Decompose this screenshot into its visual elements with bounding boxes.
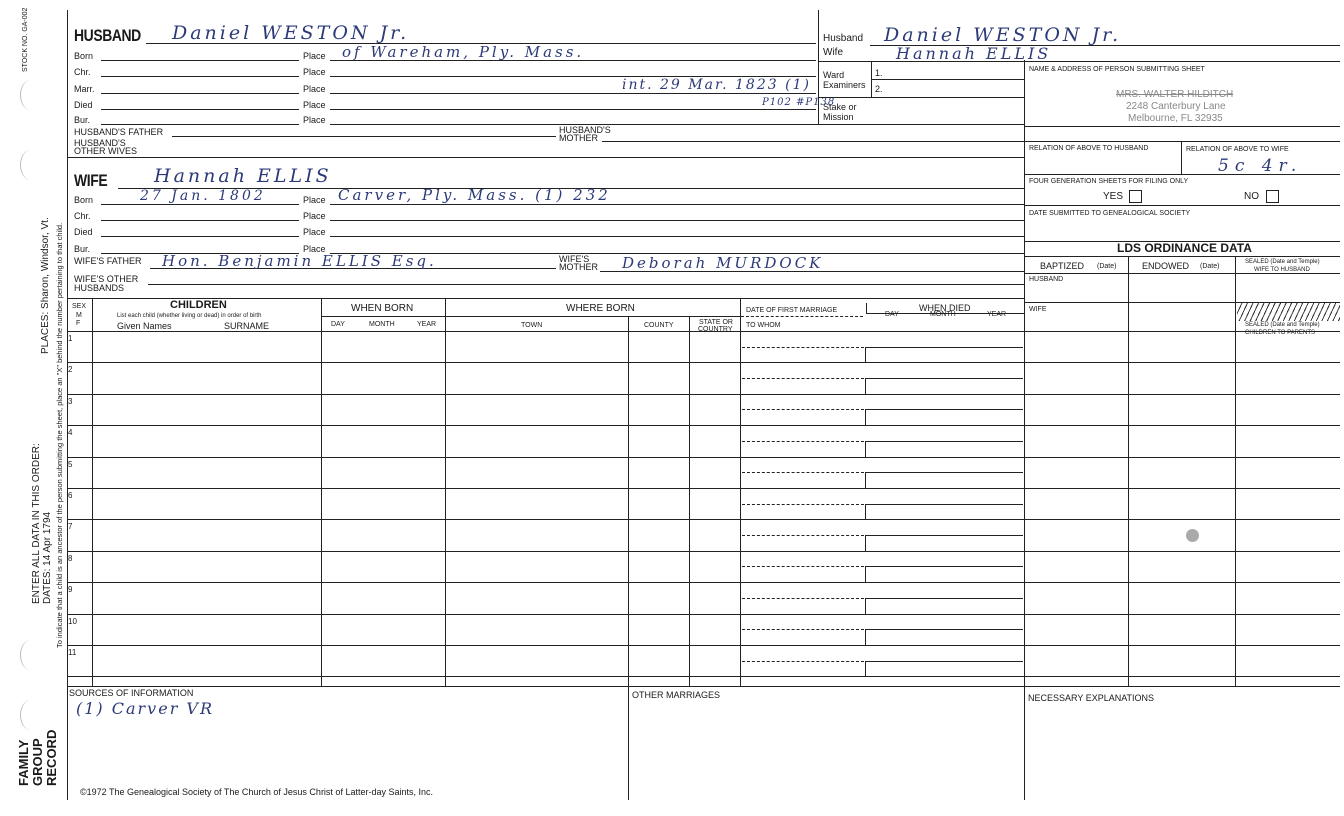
county-label: COUNTY bbox=[644, 322, 674, 329]
husband-died-label: Died bbox=[74, 100, 93, 110]
relation-husband-label: RELATION OF ABOVE TO HUSBAND bbox=[1029, 145, 1149, 152]
died-year-label: YEAR bbox=[987, 311, 1007, 318]
husband-marr-ref: P102 #P138 bbox=[762, 97, 836, 108]
given-names-label: Given Names bbox=[117, 321, 172, 331]
punch-hole bbox=[20, 150, 41, 180]
ward-label: Ward bbox=[823, 70, 845, 80]
when-born-label: WHEN BORN bbox=[351, 303, 414, 314]
header-wife-label: Wife bbox=[823, 47, 843, 58]
lds-husband-label: HUSBAND bbox=[1029, 276, 1064, 283]
husband-other-wives-label-1: HUSBAND'S bbox=[74, 138, 126, 148]
relation-wife-label: RELATION OF ABOVE TO WIFE bbox=[1186, 146, 1289, 153]
header-wife-name: Hannah ELLIS bbox=[896, 44, 1052, 63]
table-row[interactable] bbox=[67, 488, 1340, 519]
first-marriage-label: DATE OF FIRST MARRIAGE bbox=[746, 307, 838, 314]
baptized-date-label: (Date) bbox=[1097, 263, 1117, 270]
enter-order-note: ENTER ALL DATA IN THIS ORDER: bbox=[31, 443, 42, 604]
sex-label-1: SEX bbox=[72, 303, 87, 310]
punch-hole bbox=[20, 80, 41, 110]
mission-label: Mission bbox=[823, 112, 854, 122]
other-marriages-label: OTHER MARRIAGES bbox=[632, 690, 721, 700]
table-row[interactable] bbox=[67, 457, 1340, 488]
husband-mother-label-1: HUSBAND'S bbox=[559, 125, 611, 135]
row-number: 1 bbox=[68, 334, 73, 343]
children-subtitle: List each child (whether living or dead) in order of birth bbox=[117, 313, 262, 319]
wife-other-husbands-label-1: WIFE'S OTHER bbox=[74, 274, 139, 284]
when-died-label: WHEN DIED bbox=[919, 303, 971, 313]
yes-checkbox[interactable] bbox=[1129, 190, 1142, 203]
copyright: ©1972 The Genealogical Society of The Church of Jesus Christ of Latter-day Saints, Inc. bbox=[80, 787, 433, 797]
wife-bur-place-label: Place bbox=[303, 244, 326, 254]
husband-born-label: Born bbox=[74, 51, 94, 61]
husband-marr-place: int. 29 Mar. 1823 (1) bbox=[622, 77, 811, 93]
table-row[interactable] bbox=[67, 362, 1340, 393]
state-label-2: COUNTRY bbox=[698, 326, 733, 333]
endowed-label: ENDOWED bbox=[1142, 261, 1189, 271]
died-cell bbox=[865, 409, 1023, 426]
husband-marr-label: Marr. bbox=[74, 84, 95, 94]
town-label: TOWN bbox=[521, 322, 543, 329]
marriage-divider bbox=[742, 535, 864, 536]
where-born-label: WHERE BORN bbox=[566, 303, 635, 314]
husband-other-wives-label-2: OTHER WIVES bbox=[74, 146, 138, 156]
wife-chr-label: Chr. bbox=[74, 211, 91, 221]
header-husband-name: Daniel WESTON Jr. bbox=[884, 24, 1122, 46]
wife-other-husbands-label-2: HUSBANDS bbox=[74, 283, 125, 293]
dates-note: DATES: 14 Apr 1794 bbox=[42, 511, 53, 604]
punch-hole bbox=[20, 700, 41, 730]
wife-born-date: 27 Jan. 1802 bbox=[140, 188, 266, 204]
row-number: 2 bbox=[68, 365, 73, 375]
died-cell bbox=[865, 472, 1023, 489]
died-cell bbox=[865, 566, 1023, 583]
examiner-2: 2. bbox=[875, 84, 883, 94]
husband-bur-place-label: Place bbox=[303, 115, 326, 125]
husband-marr-place-label: Place bbox=[303, 84, 326, 94]
died-cell bbox=[865, 378, 1023, 395]
no-checkbox[interactable] bbox=[1266, 190, 1279, 203]
marriage-divider bbox=[742, 472, 864, 473]
row-divider bbox=[67, 676, 1340, 677]
four-gen-label: FOUR GENERATION SHEETS FOR FILING ONLY bbox=[1029, 178, 1189, 185]
died-cell bbox=[865, 504, 1023, 521]
table-row[interactable] bbox=[67, 614, 1340, 645]
died-month-label: MONTH bbox=[930, 311, 956, 318]
fgr-label-3: RECORD bbox=[44, 729, 59, 786]
marriage-divider bbox=[742, 566, 864, 567]
row-number: 10 bbox=[68, 616, 77, 626]
table-row[interactable] bbox=[67, 582, 1340, 613]
died-cell bbox=[865, 441, 1023, 458]
endowed-date-label: (Date) bbox=[1200, 263, 1220, 270]
wife-bur-label: Bur. bbox=[74, 244, 91, 254]
row-number: 7 bbox=[68, 522, 73, 532]
table-row[interactable] bbox=[67, 331, 1340, 362]
wife-died-label: Died bbox=[74, 227, 93, 237]
wife-born-place: Carver, Ply. Mass. (1) 232 bbox=[338, 186, 611, 204]
husband-chr-label: Chr. bbox=[74, 67, 91, 77]
wife-chr-place-label: Place bbox=[303, 211, 326, 221]
died-day-label: DAY bbox=[885, 311, 899, 318]
submitter-address-1: 2248 Canterbury Lane bbox=[1126, 101, 1226, 112]
born-month-label: MONTH bbox=[369, 321, 395, 328]
wife-born-label: Born bbox=[74, 195, 94, 205]
source-value: (1) Carver VR bbox=[76, 699, 215, 718]
stake-label: Stake or bbox=[823, 102, 857, 112]
wife-title: WIFE bbox=[74, 171, 108, 190]
places-note: PLACES: Sharon, Windsor, Vt. bbox=[40, 217, 51, 354]
wife-born-place-label: Place bbox=[303, 195, 326, 205]
sealed-wife-label-2: WIFE TO HUSBAND bbox=[1254, 267, 1310, 273]
wife-died-place-label: Place bbox=[303, 227, 326, 237]
husband-born-place-label: Place bbox=[303, 51, 326, 61]
marriage-divider bbox=[742, 598, 864, 599]
marriage-divider bbox=[742, 661, 864, 662]
husband-born-place: of Wareham, Ply. Mass. bbox=[342, 43, 585, 61]
husband-chr-place-label: Place bbox=[303, 67, 326, 77]
wife-mother-label-1: WIFE'S bbox=[559, 254, 590, 264]
sex-label-2: M bbox=[76, 312, 82, 319]
born-year-label: YEAR bbox=[417, 321, 437, 328]
hatched-cell bbox=[1237, 303, 1340, 321]
marriage-divider bbox=[742, 347, 864, 348]
wife-mother-label-2: MOTHER bbox=[559, 262, 598, 272]
state-label-1: STATE OR bbox=[699, 319, 733, 326]
died-cell bbox=[865, 347, 1023, 364]
fgr-label-2: GROUP bbox=[30, 738, 45, 786]
ancestor-instruction: To indicate that a child is an ancestor of the person submitting the sheet, place an "X" behind the number pertaining to that child. bbox=[55, 222, 64, 648]
surname-label: SURNAME bbox=[224, 321, 270, 331]
husband-bur-label: Bur. bbox=[74, 115, 91, 125]
husband-father-label: HUSBAND'S FATHER bbox=[74, 127, 164, 137]
husband-name: Daniel WESTON Jr. bbox=[172, 22, 410, 44]
died-cell bbox=[865, 661, 1023, 678]
row-number: 6 bbox=[68, 491, 73, 500]
examiner-1: 1. bbox=[875, 68, 883, 78]
row-number: 4 bbox=[68, 428, 73, 438]
born-day-label: DAY bbox=[331, 321, 345, 328]
wife-name: Hannah ELLIS bbox=[154, 165, 332, 187]
table-row[interactable] bbox=[67, 394, 1340, 425]
wife-father-label: WIFE'S FATHER bbox=[74, 256, 142, 266]
submitter-address-2: Melbourne, FL 32935 bbox=[1128, 113, 1223, 124]
wife-mother-name: Deborah MURDOCK bbox=[622, 254, 824, 272]
sealed-children-label-2: CHILDREN TO PARENTS bbox=[1245, 330, 1316, 336]
fgr-label-1: FAMILY bbox=[16, 739, 31, 786]
children-title: CHILDREN bbox=[170, 299, 227, 311]
marriage-divider bbox=[742, 441, 864, 442]
died-cell bbox=[865, 535, 1023, 552]
table-row[interactable] bbox=[67, 551, 1340, 582]
table-row[interactable] bbox=[67, 519, 1340, 550]
husband-died-place-label: Place bbox=[303, 100, 326, 110]
sources-label: SOURCES OF INFORMATION bbox=[69, 688, 194, 698]
marriage-divider bbox=[742, 378, 864, 379]
marriage-divider bbox=[742, 409, 864, 410]
necessary-explanations-label: NECESSARY EXPLANATIONS bbox=[1028, 693, 1155, 703]
yes-label: YES bbox=[1103, 191, 1124, 202]
wife-father-name: Hon. Benjamin ELLIS Esq. bbox=[162, 252, 437, 270]
relation-wife-value: 5c 4r. bbox=[1218, 156, 1303, 176]
table-row[interactable] bbox=[67, 425, 1340, 456]
row-number: 11 bbox=[68, 648, 77, 657]
sealed-children-label-1: SEALED (Date and Temple) bbox=[1245, 322, 1320, 328]
table-row[interactable] bbox=[67, 645, 1340, 676]
examiners-label: Examiners bbox=[823, 80, 866, 90]
marriage-divider bbox=[742, 504, 864, 505]
submitter-label: NAME & ADDRESS OF PERSON SUBMITTING SHEET bbox=[1029, 66, 1205, 73]
baptized-label: BAPTIZED bbox=[1040, 261, 1085, 271]
row-number: 5 bbox=[68, 459, 73, 469]
stock-number: STOCK NO. GA-002 bbox=[22, 7, 29, 72]
punch-hole bbox=[20, 640, 41, 670]
date-submitted-label: DATE SUBMITTED TO GENEALOGICAL SOCIETY bbox=[1029, 210, 1191, 217]
husband-mother-label-2: MOTHER bbox=[559, 133, 598, 143]
marriage-divider bbox=[742, 629, 864, 630]
header-husband-label: Husband bbox=[823, 33, 864, 44]
husband-title: HUSBAND bbox=[74, 26, 141, 45]
submitter-name: MRS. WALTER HILDITCH bbox=[1116, 89, 1234, 100]
row-number: 8 bbox=[68, 553, 73, 563]
lds-title: LDS ORDINANCE DATA bbox=[1117, 241, 1252, 255]
lds-wife-label: WIFE bbox=[1029, 306, 1047, 313]
died-cell bbox=[865, 598, 1023, 615]
row-number: 3 bbox=[68, 396, 73, 406]
no-label: NO bbox=[1244, 191, 1259, 202]
died-cell bbox=[865, 629, 1023, 646]
to-whom-label: TO WHOM bbox=[746, 322, 781, 329]
row-number: 9 bbox=[68, 585, 73, 595]
sealed-wife-label-1: SEALED (Date and Temple) bbox=[1245, 259, 1320, 265]
sex-label-3: F bbox=[76, 320, 81, 327]
